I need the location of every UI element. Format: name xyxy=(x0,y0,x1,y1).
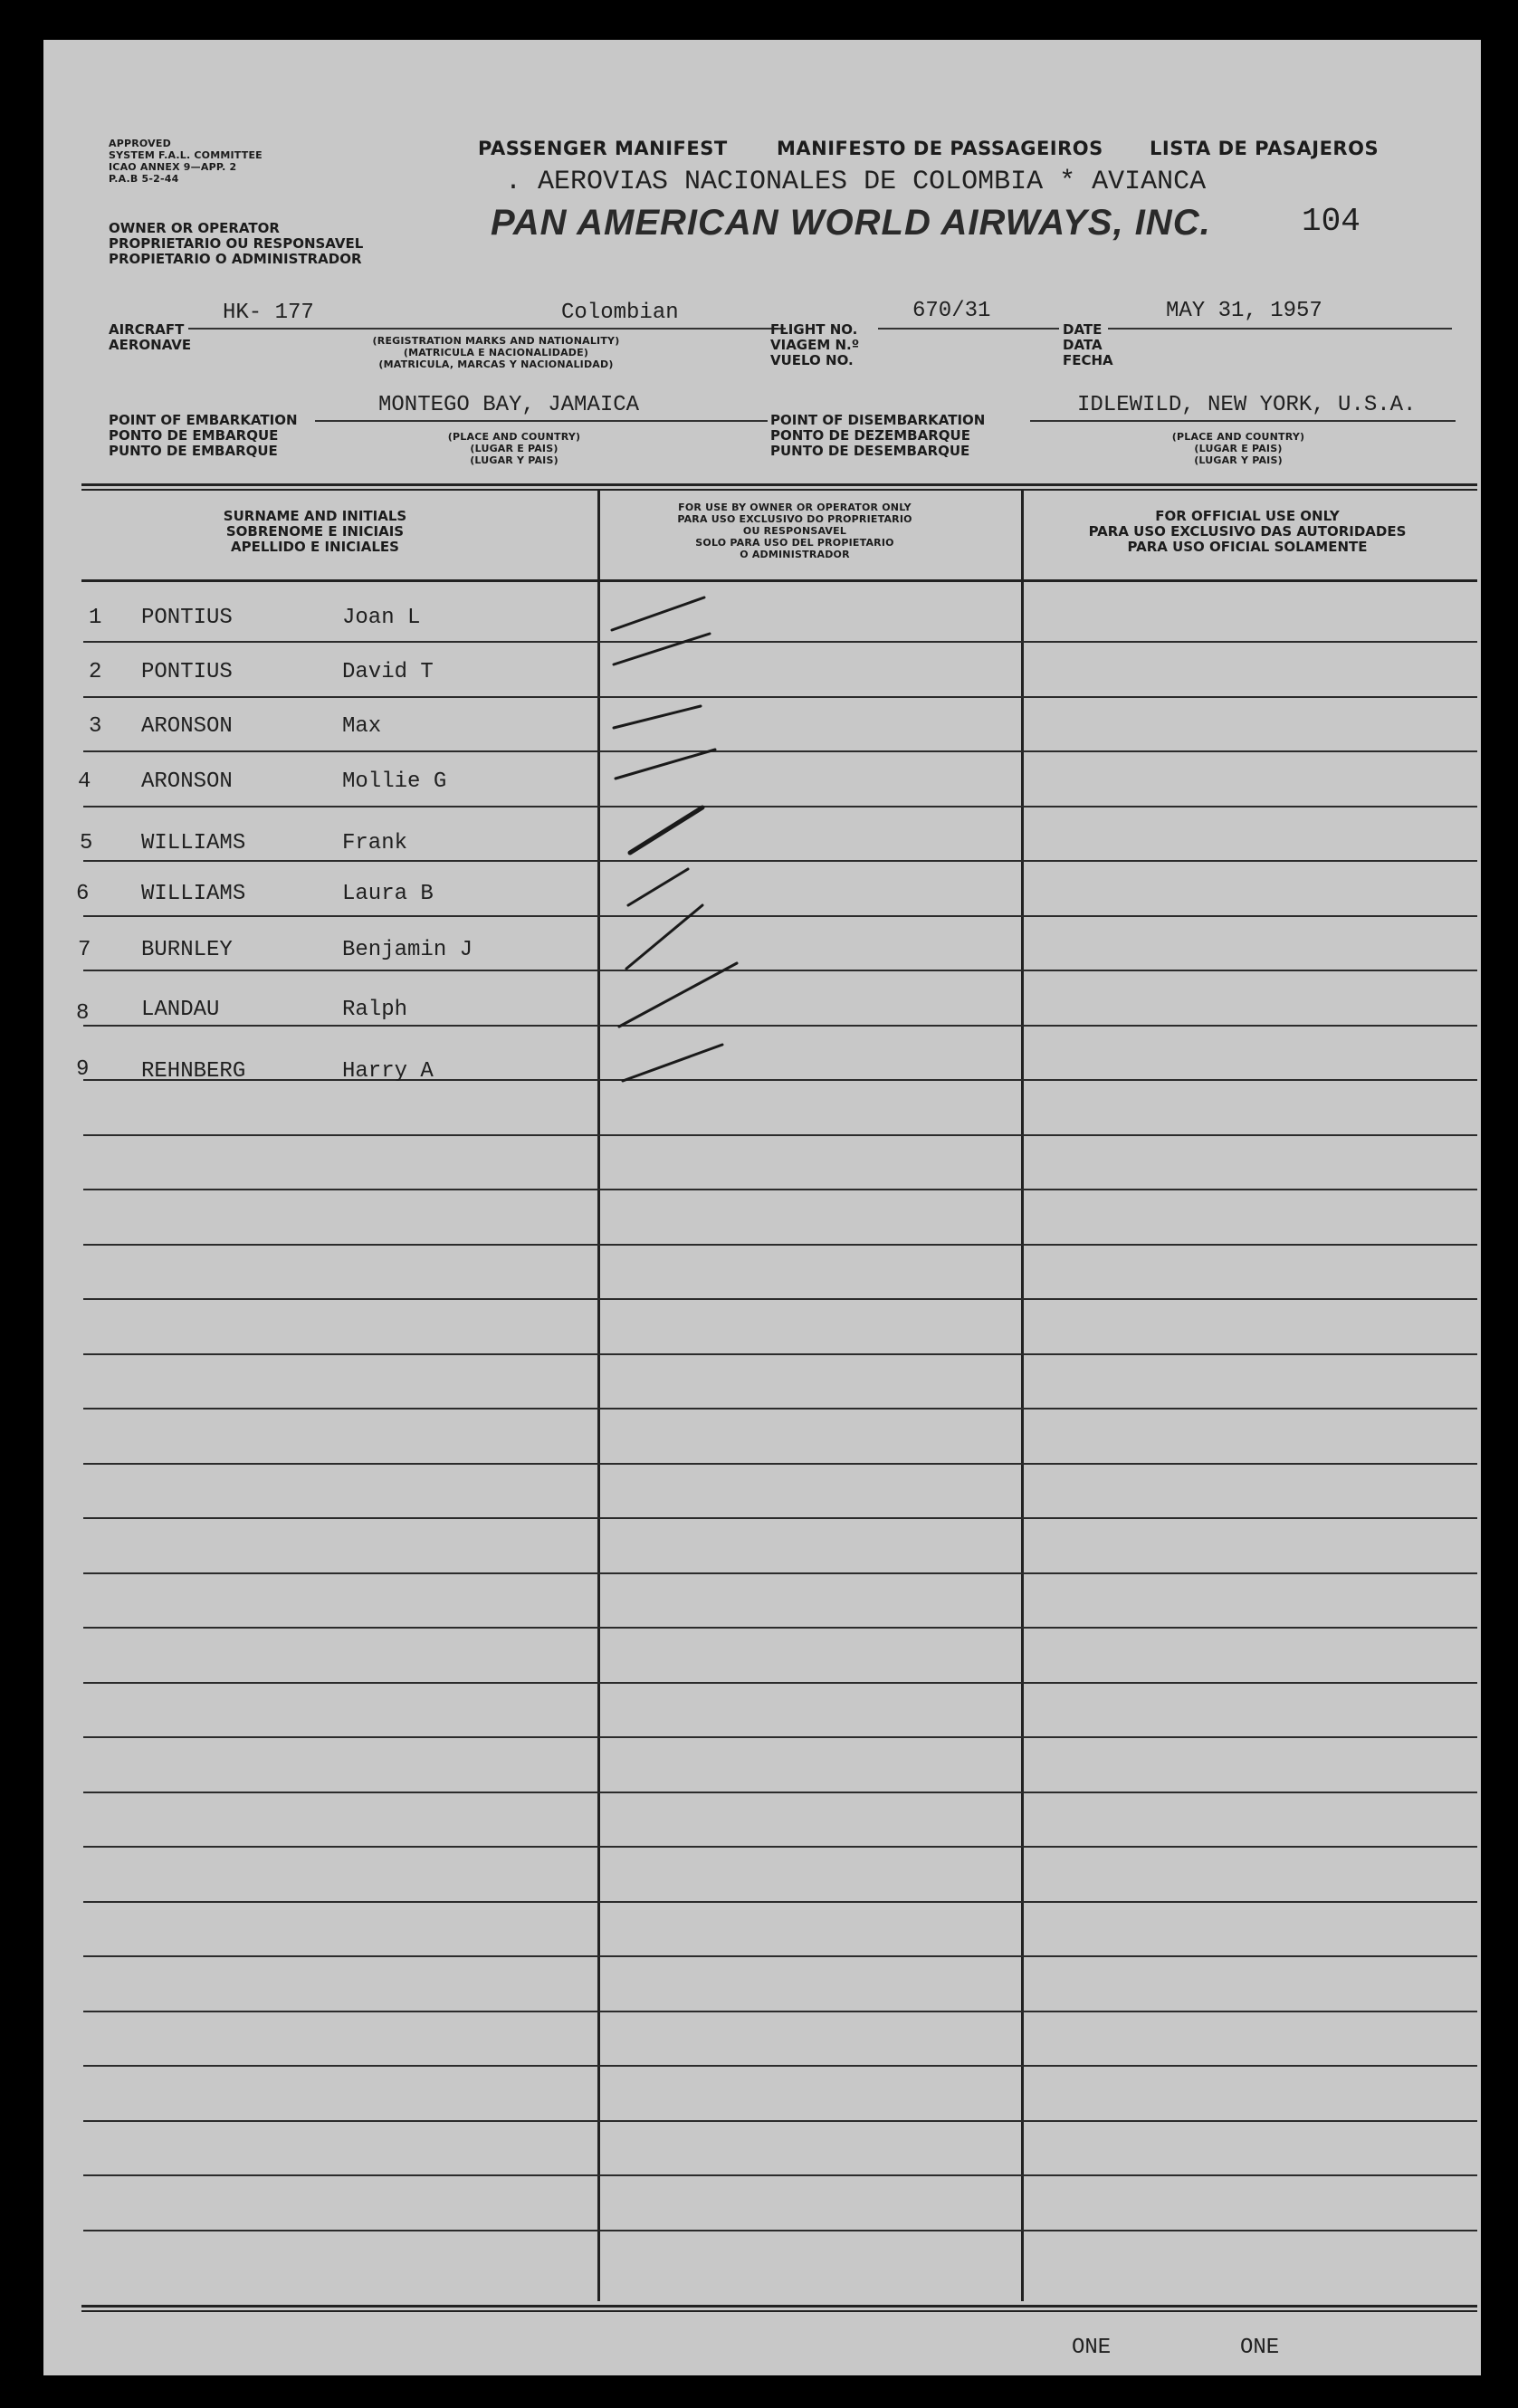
passenger-surname: BURNLEY xyxy=(141,938,233,962)
row-rule xyxy=(83,1955,1477,1957)
row-rule xyxy=(83,1244,1477,1246)
check-mark-6 xyxy=(628,869,688,905)
footer-total: ONE xyxy=(1240,2336,1280,2360)
column-divider xyxy=(1021,491,1024,2301)
flight-date: MAY 31, 1957 xyxy=(1166,299,1322,323)
row-rule xyxy=(83,2065,1477,2067)
passenger-surname: LANDAU xyxy=(141,998,220,1022)
registration-caption-pt: (MATRICULA E NACIONALIDADE) xyxy=(403,347,589,358)
check-mark-8 xyxy=(619,963,737,1027)
check-marks xyxy=(550,583,786,1126)
passenger-surname: PONTIUS xyxy=(141,606,233,630)
title-en: PASSENGER MANIFEST xyxy=(478,138,728,159)
aircraft-registration: HK- 177 xyxy=(223,301,314,325)
row-rule xyxy=(83,1736,1477,1738)
check-mark-5 xyxy=(630,807,702,853)
operator-use-line: O ADMINISTRADOR xyxy=(740,549,850,560)
row-rule xyxy=(83,2174,1477,2176)
check-mark-3 xyxy=(614,706,701,728)
disembark-underline xyxy=(1030,420,1456,422)
footer-page: ONE xyxy=(1072,2336,1112,2360)
row-number: 6 xyxy=(76,882,90,906)
official-use-es: PARA USO OFICIAL SOLAMENTE xyxy=(1127,539,1368,555)
check-mark-7 xyxy=(626,905,702,969)
row-rule xyxy=(83,2230,1477,2231)
manifest-sheet xyxy=(43,40,1481,2375)
column-header-operator-use xyxy=(605,502,985,560)
row-rule xyxy=(83,1627,1477,1629)
flight-label-pt: VIAGEM N.º xyxy=(770,337,860,353)
row-number: 7 xyxy=(78,938,91,962)
row-rule xyxy=(83,1901,1477,1903)
passenger-surname: WILLIAMS xyxy=(141,882,246,906)
flight-underline xyxy=(878,328,1059,330)
row-number: 3 xyxy=(89,714,102,739)
title-pt: MANIFESTO DE PASSAGEIROS xyxy=(777,138,1103,159)
operator-printed: PAN AMERICAN WORLD AIRWAYS, INC. xyxy=(491,203,1211,243)
operator-typed: . AEROVIAS NACIONALES DE COLOMBIA * AVIANCA xyxy=(505,167,1207,197)
passenger-given: Joan L xyxy=(342,606,421,630)
passenger-given: Harry A xyxy=(342,1059,434,1084)
date-label xyxy=(1063,322,1113,368)
passenger-surname: REHNBERG xyxy=(141,1059,246,1084)
row-rule xyxy=(83,2120,1477,2122)
row-rule xyxy=(83,1572,1477,1574)
column-header-names-en: SURNAME AND INITIALS xyxy=(223,508,407,524)
passenger-surname: PONTIUS xyxy=(141,660,233,684)
footer-rule xyxy=(81,2310,1477,2312)
place-caption-en: (PLACE AND COUNTRY) xyxy=(1171,431,1305,443)
embark-label-pt: PONTO DE EMBARQUE xyxy=(109,427,279,444)
aircraft-label-pt: AERONAVE xyxy=(109,337,192,353)
operator-use-line: SOLO PARA USO DEL PROPIETARIO xyxy=(695,537,894,549)
row-rule xyxy=(83,1792,1477,1793)
row-number: 9 xyxy=(76,1057,90,1082)
passenger-given: Mollie G xyxy=(342,769,447,794)
column-header-rule xyxy=(81,579,1477,582)
row-rule xyxy=(83,1846,1477,1848)
passenger-given: Ralph xyxy=(342,998,408,1022)
passenger-given: David T xyxy=(342,660,434,684)
approval-block xyxy=(109,138,263,185)
passenger-given: Laura B xyxy=(342,882,434,906)
embark-label xyxy=(109,413,298,459)
disembark-label-pt: PONTO DE DEZEMBARQUE xyxy=(770,427,970,444)
embark-label-en: POINT OF EMBARKATION xyxy=(109,412,298,428)
row-number: 1 xyxy=(89,606,102,630)
row-rule xyxy=(83,2011,1477,2012)
page-number: 104 xyxy=(1302,203,1360,240)
flight-label-en: FLIGHT NO. xyxy=(770,321,858,338)
date-label-pt: DATA xyxy=(1063,337,1103,353)
row-rule xyxy=(83,1463,1477,1465)
place-caption-es: (LUGAR Y PAIS) xyxy=(1194,454,1283,466)
registration-caption-en: (REGISTRATION MARKS AND NATIONALITY) xyxy=(372,335,620,347)
place-caption-en: (PLACE AND COUNTRY) xyxy=(447,431,581,443)
operator-use-line: OU RESPONSAVEL xyxy=(742,525,847,537)
disembark-caption xyxy=(1103,431,1374,466)
operator-label-es: PROPIETARIO O ADMINISTRADOR xyxy=(109,251,362,267)
row-rule xyxy=(83,1189,1477,1190)
place-caption-es: (LUGAR Y PAIS) xyxy=(470,454,559,466)
check-mark-9 xyxy=(623,1045,722,1081)
operator-label xyxy=(109,221,363,267)
passenger-surname: ARONSON xyxy=(141,714,233,739)
row-rule xyxy=(83,1298,1477,1300)
row-number: 4 xyxy=(78,769,91,794)
row-rule xyxy=(83,1353,1477,1355)
place-caption-pt: (LUGAR E PAIS) xyxy=(470,443,559,454)
row-rule xyxy=(83,1682,1477,1684)
aircraft-underline xyxy=(188,328,786,330)
header-rule xyxy=(81,483,1477,486)
column-header-names xyxy=(116,509,514,555)
row-rule xyxy=(83,1517,1477,1519)
approval-line: SYSTEM F.A.L. COMMITTEE xyxy=(109,149,263,161)
row-rule xyxy=(83,1408,1477,1409)
flight-label-es: VUELO NO. xyxy=(770,352,854,368)
disembark-label xyxy=(770,413,985,459)
embark-place: MONTEGO BAY, JAMAICA xyxy=(378,393,640,417)
disembark-label-en: POINT OF DISEMBARKATION xyxy=(770,412,986,428)
embark-underline xyxy=(315,420,768,422)
date-label-es: FECHA xyxy=(1063,352,1113,368)
title-es: LISTA DE PASAJEROS xyxy=(1150,138,1380,159)
operator-use-line: PARA USO EXCLUSIVO DO PROPRIETARIO xyxy=(677,513,912,525)
column-header-names-pt: SOBRENOME E INICIAIS xyxy=(225,523,405,540)
embark-label-es: PUNTO DE EMBARQUE xyxy=(109,443,278,459)
operator-label-en: OWNER OR OPERATOR xyxy=(109,220,280,236)
registration-caption xyxy=(270,335,722,370)
column-header-official-use xyxy=(1030,509,1465,555)
aircraft-label-en: AIRCRAFT xyxy=(109,321,185,338)
row-number: 5 xyxy=(80,831,93,855)
date-underline xyxy=(1108,328,1452,330)
official-use-en: FOR OFFICIAL USE ONLY xyxy=(1155,508,1340,524)
aircraft-label xyxy=(109,322,191,353)
check-mark-1 xyxy=(612,597,704,630)
aircraft-nationality: Colombian xyxy=(561,301,679,325)
header-rule xyxy=(81,489,1477,491)
flight-label xyxy=(770,322,859,368)
check-mark-2 xyxy=(614,634,710,664)
embark-caption xyxy=(378,431,650,466)
passenger-given: Benjamin J xyxy=(342,938,473,962)
approval-line: APPROVED xyxy=(109,138,171,149)
operator-label-pt: PROPRIETARIO OU RESPONSAVEL xyxy=(109,235,364,252)
passenger-given: Max xyxy=(342,714,382,739)
approval-line: ICAO ANNEX 9—APP. 2 xyxy=(109,161,237,173)
passenger-surname: WILLIAMS xyxy=(141,831,246,855)
passenger-given: Frank xyxy=(342,831,408,855)
flight-number: 670/31 xyxy=(912,299,991,323)
row-rule xyxy=(83,1134,1477,1136)
footer-rule xyxy=(81,2305,1477,2308)
disembark-label-es: PUNTO DE DESEMBARQUE xyxy=(770,443,970,459)
date-label-en: DATE xyxy=(1063,321,1103,338)
operator-use-line: FOR USE BY OWNER OR OPERATOR ONLY xyxy=(678,502,912,513)
check-mark-4 xyxy=(616,750,715,779)
registration-caption-es: (MATRICULA, MARCAS Y NACIONALIDAD) xyxy=(378,358,614,370)
disembark-place: IDLEWILD, NEW YORK, U.S.A. xyxy=(1077,393,1417,417)
passenger-surname: ARONSON xyxy=(141,769,233,794)
official-use-pt: PARA USO EXCLUSIVO DAS AUTORIDADES xyxy=(1088,523,1407,540)
place-caption-pt: (LUGAR E PAIS) xyxy=(1194,443,1283,454)
row-number: 2 xyxy=(89,660,102,684)
row-number: 8 xyxy=(76,1001,90,1026)
approval-line: P.A.B 5-2-44 xyxy=(109,173,179,185)
column-header-names-es: APELLIDO E INICIALES xyxy=(231,539,399,555)
